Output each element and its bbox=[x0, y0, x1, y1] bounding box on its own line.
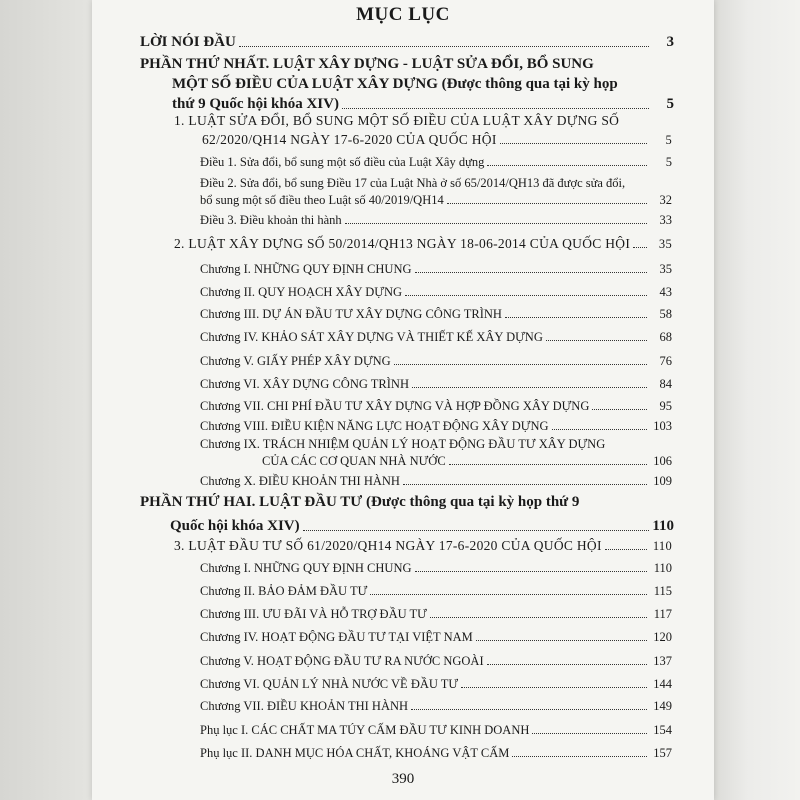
toc-entry-chapter: Chương VI. QUẢN LÝ NHÀ NƯỚC VỀ ĐẦU TƯ 144 bbox=[200, 677, 672, 691]
dot-leader bbox=[394, 364, 647, 365]
toc-entry-law2: 2. LUẬT XÂY DỰNG SỐ 50/2014/QH13 NGÀY 18-06-2014 CỦA QUỐC HỘI 35 bbox=[174, 236, 672, 251]
toc-entry-chapter: Chương VII. ĐIỀU KHOẢN THI HÀNH 149 bbox=[200, 699, 672, 713]
toc-entry-law1 bbox=[202, 132, 672, 148]
toc-entry-chapter: Chương III. DỰ ÁN ĐẦU TƯ XÂY DỰNG CÔNG TRÌNH 58 bbox=[200, 307, 672, 321]
toc-entry-article-2: bổ sung một số điều theo Luật số 40/2019/QH14 32 bbox=[200, 193, 672, 207]
dot-leader bbox=[239, 46, 649, 47]
dot-leader bbox=[461, 687, 647, 688]
toc-entry-chapter: Chương II. QUY HOẠCH XÂY DỰNG 43 bbox=[200, 285, 672, 299]
toc-entry-part2: Quốc hội khóa XIV) 110 bbox=[170, 518, 674, 534]
dot-leader bbox=[532, 733, 647, 734]
dot-leader bbox=[546, 340, 647, 341]
toc-entry-page: 3 bbox=[666, 34, 674, 50]
dot-leader bbox=[447, 203, 647, 204]
dot-leader bbox=[500, 143, 647, 144]
part1-heading-line3: thứ 9 Quốc hội khóa XIV) bbox=[172, 96, 339, 112]
toc-entry-page: 5 bbox=[665, 133, 672, 147]
toc-entry-chapter: Chương V. GIẤY PHÉP XÂY DỰNG 76 bbox=[200, 354, 672, 368]
part2-heading-line2: Quốc hội khóa XIV) bbox=[170, 518, 300, 534]
part2-heading-line1: PHẦN THỨ HAI. LUẬT ĐẦU TƯ (Được thông qua tại kỳ họp thứ 9 bbox=[140, 494, 580, 510]
toc-entry-chapter: Chương I. NHỮNG QUY ĐỊNH CHUNG 35 bbox=[200, 262, 672, 276]
toc-entry-article-1: Điều 1. Sửa đổi, bổ sung một số điều của Luật Xây dựng 5 bbox=[200, 155, 672, 169]
toc-entry-chapter: CỦA CÁC CƠ QUAN NHÀ NƯỚC 106 bbox=[262, 454, 672, 468]
dot-leader bbox=[605, 549, 647, 550]
page-number: 390 bbox=[391, 771, 415, 787]
part1-heading-line1: PHẦN THỨ NHẤT. LUẬT XÂY DỰNG - LUẬT SỬA ĐỔI, BỔ SUNG bbox=[140, 56, 594, 72]
toc-entry-article-2-line1: Điều 2. Sửa đổi, bổ sung Điều 17 của Luật Nhà ở số 65/2014/QH13 đã được sửa đổi, bbox=[200, 176, 626, 190]
toc-entry-chapter: Chương VIII. ĐIỀU KIỆN NĂNG LỰC HOẠT ĐỘNG XÂY DỰNG 103 bbox=[200, 419, 672, 433]
toc-entry-chapter: Chương II. BẢO ĐẢM ĐẦU TƯ 115 bbox=[200, 584, 672, 598]
dot-leader bbox=[345, 223, 647, 224]
toc-entry-page: 5 bbox=[666, 96, 674, 112]
dot-leader bbox=[405, 295, 647, 296]
toc-entry-chapter: Chương VI. XÂY DỰNG CÔNG TRÌNH 84 bbox=[200, 377, 672, 391]
dot-leader bbox=[552, 429, 648, 430]
dot-leader bbox=[512, 756, 647, 757]
dot-leader bbox=[505, 317, 647, 318]
toc-entry-appendix: Phụ lục I. CÁC CHẤT MA TÚY CẤM ĐẦU TƯ KINH DOANH 154 bbox=[200, 723, 672, 737]
book-page bbox=[92, 0, 714, 800]
dot-leader bbox=[487, 664, 647, 665]
toc-entry-chapter: Chương IV. HOẠT ĐỘNG ĐẦU TƯ TẠI VIỆT NAM 120 bbox=[200, 630, 672, 644]
dot-leader bbox=[403, 484, 647, 485]
dot-leader bbox=[370, 594, 647, 595]
book-gutter bbox=[0, 0, 92, 800]
dot-leader bbox=[411, 709, 647, 710]
dot-leader bbox=[592, 409, 647, 410]
toc-entry-chapter: Chương IV. KHẢO SÁT XÂY DỰNG VÀ THIẾT KẾ XÂY DỰNG 68 bbox=[200, 330, 672, 344]
dot-leader bbox=[449, 464, 647, 465]
dot-leader bbox=[303, 530, 649, 531]
toc-entry-label: LỜI NÓI ĐẦU bbox=[140, 34, 236, 50]
law1-heading-line2: 62/2020/QH14 NGÀY 17-6-2020 CỦA QUỐC HỘI bbox=[202, 132, 497, 147]
dot-leader bbox=[487, 165, 647, 166]
dot-leader bbox=[633, 247, 647, 248]
toc-entry-appendix: Phụ lục II. DANH MỤC HÓA CHẤT, KHOÁNG VẬT CẤM 157 bbox=[200, 746, 672, 760]
toc-entry-chapter: Chương X. ĐIỀU KHOẢN THI HÀNH 109 bbox=[200, 474, 672, 488]
toc-entry-chapter: Chương I. NHỮNG QUY ĐỊNH CHUNG 110 bbox=[200, 561, 672, 575]
part1-heading-line2: MỘT SỐ ĐIỀU CỦA LUẬT XÂY DỰNG (Được thông qua tại kỳ họp bbox=[172, 76, 618, 92]
dot-leader bbox=[430, 617, 647, 618]
dot-leader bbox=[476, 640, 647, 641]
page-title: MỤC LỤC bbox=[356, 4, 450, 25]
book-page-edge bbox=[714, 0, 800, 800]
dot-leader bbox=[415, 571, 648, 572]
toc-entry-law3: 3. LUẬT ĐẦU TƯ SỐ 61/2020/QH14 NGÀY 17-6-2020 CỦA QUỐC HỘI 110 bbox=[174, 538, 672, 553]
dot-leader bbox=[415, 272, 648, 273]
toc-entry-chapter: Chương VII. CHI PHÍ ĐẦU TƯ XÂY DỰNG VÀ HỢP ĐỒNG XÂY DỰNG 95 bbox=[200, 399, 672, 413]
toc-entry-preface bbox=[140, 34, 674, 51]
toc-entry-article-3: Điều 3. Điều khoản thi hành 33 bbox=[200, 213, 672, 227]
toc-entry-part1 bbox=[172, 96, 674, 113]
toc-entry-chapter: Chương III. ƯU ĐÃI VÀ HỖ TRỢ ĐẦU TƯ 117 bbox=[200, 607, 672, 621]
law1-heading-line1: 1. LUẬT SỬA ĐỔI, BỔ SUNG MỘT SỐ ĐIỀU CỦA LUẬT XÂY DỰNG SỐ bbox=[174, 113, 620, 128]
toc-entry-chapter-9-line1: Chương IX. TRÁCH NHIỆM QUẢN LÝ HOẠT ĐỘNG ĐẦU TƯ XÂY DỰNG bbox=[200, 437, 606, 451]
dot-leader bbox=[342, 108, 649, 109]
toc-entry-chapter: Chương V. HOẠT ĐỘNG ĐẦU TƯ RA NƯỚC NGOÀI 137 bbox=[200, 654, 672, 668]
dot-leader bbox=[412, 387, 647, 388]
